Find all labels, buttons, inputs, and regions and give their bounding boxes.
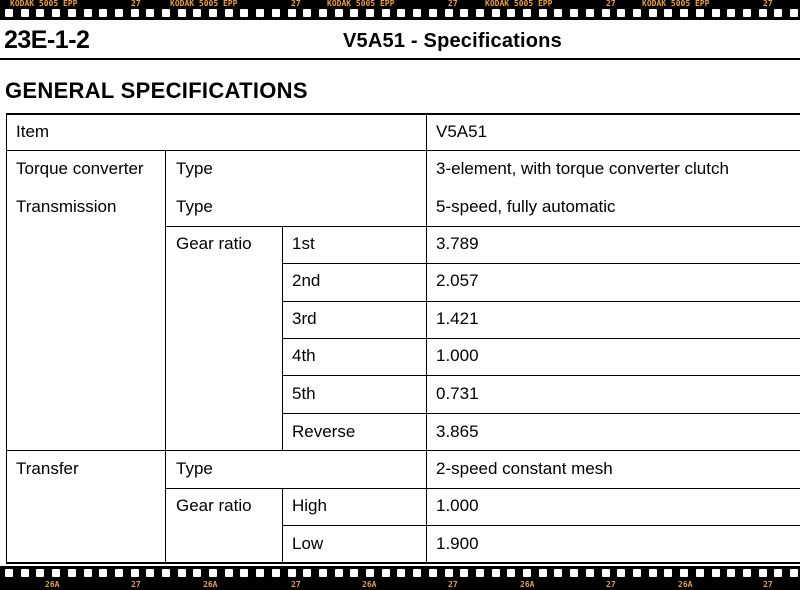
film-edge-text: 27 [131, 580, 141, 589]
film-edge-text: 26A [362, 580, 377, 589]
gear-label: 5th [292, 384, 316, 403]
film-edge-text: 27 [291, 0, 301, 8]
gear-ratio-value: 3.789 [436, 234, 479, 253]
transfer-gear-ratio-label: Gear ratio [176, 496, 252, 515]
table-rule [282, 338, 800, 339]
transfer-type-label: Type [176, 459, 213, 478]
film-edge-text: KODAK 5005 EPP [327, 0, 395, 8]
film-edge-text: KODAK 5005 EPP [10, 0, 78, 8]
film-edge-text: KODAK 5005 EPP [170, 0, 238, 8]
film-edge-text: 27 [131, 0, 141, 8]
film-edge-text: 27 [291, 580, 301, 589]
transfer-label: Transfer [16, 459, 79, 478]
page-title: V5A51 - Specifications [343, 30, 562, 52]
table-rule-vertical [165, 150, 166, 564]
section-title: GENERAL SPECIFICATIONS [5, 78, 308, 103]
table-rule-vertical [282, 488, 283, 564]
table-rule [282, 263, 800, 264]
torque-converter-type-label: Type [176, 159, 213, 178]
transfer-type-value: 2-speed constant mesh [436, 459, 613, 478]
table-rule [282, 413, 800, 414]
transmission-type-value: 5-speed, fully automatic [436, 197, 616, 216]
gear-ratio-value: 2.057 [436, 271, 479, 290]
film-edge-text: 27 [606, 580, 616, 589]
film-edge-text: 27 [763, 580, 773, 589]
gear-label: Low [292, 534, 324, 553]
gear-label: High [292, 496, 327, 515]
table-rule [6, 450, 800, 451]
table-rule [165, 488, 800, 489]
film-edge-text: 26A [678, 580, 693, 589]
page-number: 23E-1-2 [4, 26, 90, 54]
film-edge-text: KODAK 5005 EPP [485, 0, 553, 8]
gear-ratio-value: 1.900 [436, 534, 479, 553]
gear-label: Reverse [292, 422, 356, 441]
film-edge-text: 27 [448, 0, 458, 8]
header-model: V5A51 [436, 122, 488, 141]
gear-ratio-value: 0.731 [436, 384, 479, 403]
table-rule-vertical [426, 113, 427, 564]
gear-label: 3rd [292, 309, 317, 328]
table-border-bottom [6, 562, 800, 564]
film-edge-text: KODAK 5005 EPP [642, 0, 710, 8]
table-rule [282, 375, 800, 376]
torque-converter-label: Torque converter [16, 159, 144, 178]
gear-ratio-value: 3.865 [436, 422, 479, 441]
film-edge-text: 26A [203, 580, 218, 589]
gear-label: 1st [292, 234, 315, 253]
film-edge-text: 26A [45, 580, 60, 589]
table-rule [165, 226, 800, 227]
gear-ratio-value: 1.000 [436, 496, 479, 515]
transmission-label: Transmission [16, 197, 117, 216]
transmission-type-label: Type [176, 197, 213, 216]
gear-label: 2nd [292, 271, 321, 290]
gear-ratio-value: 1.421 [436, 309, 479, 328]
film-edge-text: 27 [763, 0, 773, 8]
table-border-top [6, 113, 800, 115]
gear-label: 4th [292, 346, 316, 365]
film-edge-text: 26A [520, 580, 535, 589]
transmission-gear-ratio-label: Gear ratio [176, 234, 252, 253]
table-rule [282, 525, 800, 526]
table-rule [6, 150, 800, 151]
table-rule [282, 301, 800, 302]
film-edge-text: 27 [606, 0, 616, 8]
header-item: Item [16, 122, 50, 141]
table-rule-vertical [282, 226, 283, 451]
table-border-left [6, 113, 7, 564]
torque-converter-type-value: 3-element, with torque converter clutch [436, 159, 729, 178]
gear-ratio-value: 1.000 [436, 346, 479, 365]
film-edge-text: 27 [448, 580, 458, 589]
